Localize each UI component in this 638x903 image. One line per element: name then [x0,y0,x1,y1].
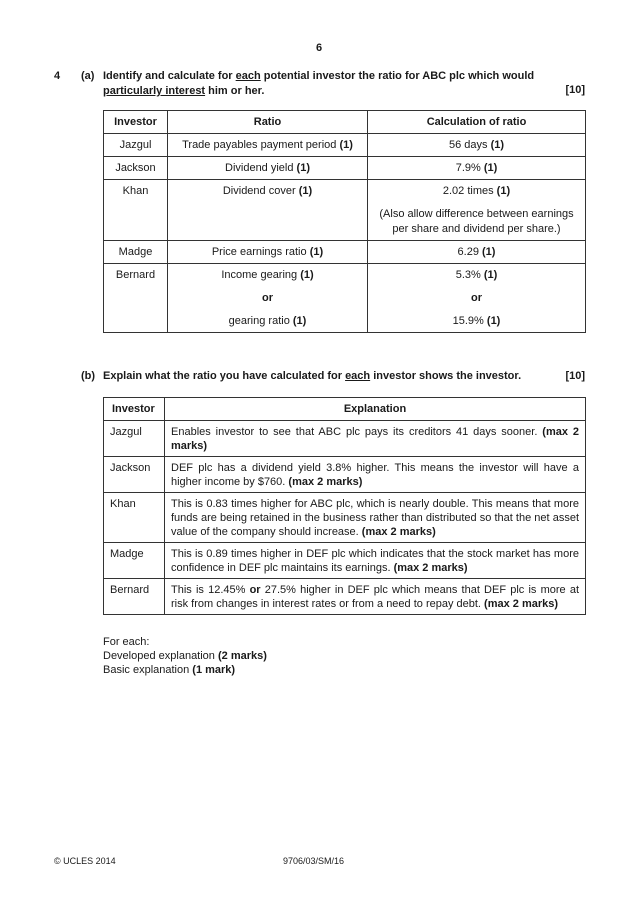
calc-cell: 5.3% (1) or 15.9% (1) [368,264,586,333]
investor-cell: Jackson [104,157,168,180]
calc-cell: 56 days (1) [368,134,586,157]
explanation-cell: DEF plc has a dividend yield 3.8% higher. This means the investor will have a higher income by $760. (max 2 marks) [165,457,586,493]
calc-cell: 7.9% (1) [368,157,586,180]
investor-cell: Jazgul [104,421,165,457]
table-header-row [104,398,586,421]
table-row [104,157,586,180]
table-row [104,180,586,241]
header-ratio: Ratio [168,111,368,134]
calc-cell: 6.29 (1) [368,241,586,264]
part-a-question: Identify and calculate for each potential investor the ratio for ABC plc which would particularly interest him or her. [103,70,535,97]
ratio-cell: Dividend yield (1) [168,157,368,180]
explanation-cell: Enables investor to see that ABC plc pays its creditors 41 days sooner. (max 2 marks) [165,421,586,457]
table-row [104,421,586,457]
basic-note: Basic explanation (1 mark) [103,664,236,676]
ratio-cell: Price earnings ratio (1) [168,241,368,264]
page-number: 6 [315,42,323,54]
header-explanation: Explanation [165,398,586,421]
investor-cell: Khan [104,493,165,543]
table-row [104,241,586,264]
header-investor: Investor [104,111,168,134]
ratio-table [103,110,586,333]
investor-cell: Jackson [104,457,165,493]
ratio-cell: Trade payables payment period (1) [168,134,368,157]
investor-cell: Bernard [104,264,168,333]
footer-code: 9706/03/SM/16 [283,856,345,866]
explanation-table [103,397,586,615]
explanation-cell: This is 0.83 times higher for ABC plc, which is nearly double. This means that more funds are being retained in the business rather than distributed so that the net asset value of the company should increase. (max 2 marks) [165,493,586,543]
ratio-cell: Income gearing (1) or gearing ratio (1) [168,264,368,333]
table-row [104,457,586,493]
investor-cell: Jazgul [104,134,168,157]
investor-cell: Madge [104,241,168,264]
calc-cell: 2.02 times (1) (Also allow difference between earnings per share and dividend per share.) [368,180,586,241]
explanation-cell: This is 12.45% or 27.5% higher in DEF plc which means that DEF plc is more at risk from changes in interest rates or from a need to repay debt. (max 2 marks) [165,579,586,615]
part-b-question: Explain what the ratio you have calculated for each investor shows the investor. [103,370,522,382]
footer-copyright: © UCLES 2014 [54,856,116,866]
calc-note: (Also allow difference between earnings per share and dividend per share.) [379,208,574,235]
question-number: 4 [54,70,61,82]
or-text: or [262,292,273,304]
ratio-cell: Dividend cover (1) [168,180,368,241]
developed-note: Developed explanation (2 marks) [103,650,267,662]
marking-notes [103,635,267,677]
header-investor: Investor [104,398,165,421]
investor-cell: Khan [104,180,168,241]
part-a-marks: [10] [565,84,585,96]
explanation-cell: This is 0.89 times higher in DEF plc which indicates that the stock market has more confidence in DEF plc maintains its earnings. (max 2 marks) [165,543,586,579]
investor-cell: Madge [104,543,165,579]
or-text: or [471,292,482,304]
table-row [104,264,586,333]
table-row [104,134,586,157]
for-each-label: For each: [103,636,150,648]
header-calculation: Calculation of ratio [368,111,586,134]
part-b-label: (b) [81,370,96,382]
table-header-row [104,111,586,134]
part-b-marks: [10] [565,370,585,382]
investor-cell: Bernard [104,579,165,615]
table-row [104,493,586,543]
table-row [104,579,586,615]
part-a-label: (a) [81,70,95,82]
table-row [104,543,586,579]
